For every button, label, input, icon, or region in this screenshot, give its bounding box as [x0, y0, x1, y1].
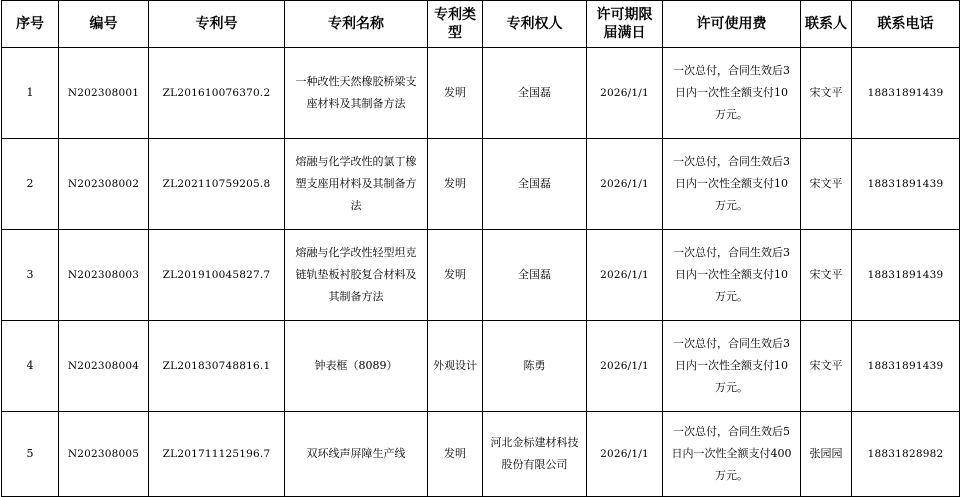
patent-license-table [1, 0, 960, 497]
cell-patent-type: 发明 [428, 48, 483, 139]
cell-expiry: 2026/1/1 [587, 139, 663, 230]
cell-fee: 一次总付，合同生效后3日内一次性全额支付10万元。 [663, 230, 801, 321]
cell-patent-name: 熔融与化学改性轻型坦克链轨垫板衬胶复合材料及其制备方法 [285, 230, 428, 321]
cell-contact: 宋文平 [801, 48, 852, 139]
cell-patent-type: 外观设计 [428, 321, 483, 412]
cell-holder: 陈勇 [483, 321, 587, 412]
header-seq: 序号 [2, 1, 59, 48]
cell-phone: 18831891439 [852, 230, 960, 321]
header-row [2, 1, 960, 48]
cell-patent-type: 发明 [428, 139, 483, 230]
cell-code: N202308002 [59, 139, 149, 230]
table-row [2, 230, 960, 321]
header-expiry: 许可期限届满日 [587, 1, 663, 48]
cell-fee: 一次总付，合同生效后3日内一次性全额支付10万元。 [663, 48, 801, 139]
cell-holder: 河北金标建材科技股份有限公司 [483, 412, 587, 497]
cell-contact: 宋文平 [801, 321, 852, 412]
header-code: 编号 [59, 1, 149, 48]
cell-expiry: 2026/1/1 [587, 230, 663, 321]
cell-phone: 18831891439 [852, 139, 960, 230]
cell-patent-type: 发明 [428, 230, 483, 321]
cell-phone: 18831891439 [852, 48, 960, 139]
cell-phone: 18831828982 [852, 412, 960, 497]
cell-patent-name: 熔融与化学改性的氯丁橡塑支座用材料及其制备方法 [285, 139, 428, 230]
cell-patent-no: ZL201830748816.1 [149, 321, 285, 412]
cell-patent-no: ZL201910045827.7 [149, 230, 285, 321]
cell-seq: 5 [2, 412, 59, 497]
header-contact: 联系人 [801, 1, 852, 48]
cell-holder: 全国磊 [483, 230, 587, 321]
cell-contact: 张园园 [801, 412, 852, 497]
cell-contact: 宋文平 [801, 230, 852, 321]
cell-patent-name: 一种改性天然橡胶桥梁支座材料及其制备方法 [285, 48, 428, 139]
header-fee: 许可使用费 [663, 1, 801, 48]
header-patent-no: 专利号 [149, 1, 285, 48]
table-row [2, 412, 960, 497]
table-row [2, 139, 960, 230]
cell-holder: 全国磊 [483, 48, 587, 139]
cell-patent-type: 发明 [428, 412, 483, 497]
header-phone: 联系电话 [852, 1, 960, 48]
cell-contact: 宋文平 [801, 139, 852, 230]
cell-seq: 4 [2, 321, 59, 412]
cell-patent-no: ZL201610076370.2 [149, 48, 285, 139]
header-patent-type: 专利类型 [428, 1, 483, 48]
table-row [2, 321, 960, 412]
cell-code: N202308003 [59, 230, 149, 321]
cell-fee: 一次总付，合同生效后3日内一次性全额支付10万元。 [663, 139, 801, 230]
cell-fee: 一次总付，合同生效后3日内一次性全额支付10万元。 [663, 321, 801, 412]
cell-patent-no: ZL201711125196.7 [149, 412, 285, 497]
cell-patent-name: 双环线声屏障生产线 [285, 412, 428, 497]
cell-seq: 1 [2, 48, 59, 139]
cell-patent-name: 钟表框（8089） [285, 321, 428, 412]
cell-code: N202308004 [59, 321, 149, 412]
table-row [2, 48, 960, 139]
cell-patent-no: ZL202110759205.8 [149, 139, 285, 230]
cell-expiry: 2026/1/1 [587, 321, 663, 412]
cell-holder: 全国磊 [483, 139, 587, 230]
cell-expiry: 2026/1/1 [587, 412, 663, 497]
header-patent-name: 专利名称 [285, 1, 428, 48]
cell-code: N202308001 [59, 48, 149, 139]
cell-fee: 一次总付，合同生效后5日内一次性全额支付400万元。 [663, 412, 801, 497]
cell-code: N202308005 [59, 412, 149, 497]
header-holder: 专利权人 [483, 1, 587, 48]
cell-seq: 2 [2, 139, 59, 230]
cell-seq: 3 [2, 230, 59, 321]
cell-phone: 18831891439 [852, 321, 960, 412]
cell-expiry: 2026/1/1 [587, 48, 663, 139]
